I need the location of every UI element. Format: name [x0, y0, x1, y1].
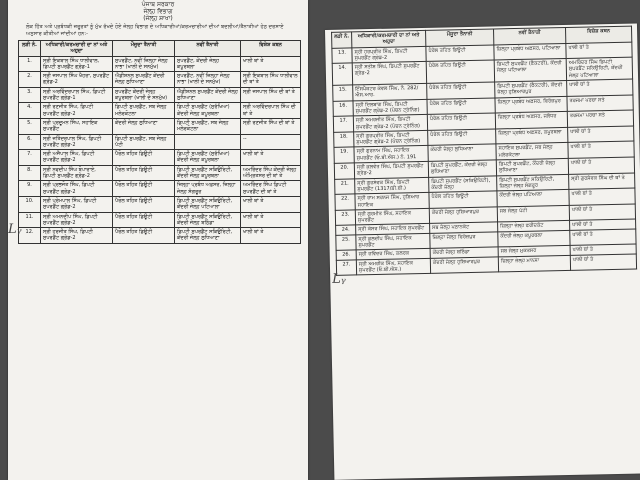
serial-cell: 1. — [19, 56, 41, 72]
page-header — [8, 0, 308, 22]
column-header: ਲੜੀ ਨੰ. — [19, 41, 41, 57]
current-posting-cell: ਕੇਂਦਰੀ ਜੇਲ੍ਹ ਲੁਧਿਆਣਾ — [113, 118, 175, 134]
current-posting-cell: ਪੈਰੋਲ ਤਹਿਤ ਡਿਊਟੀ — [427, 98, 495, 115]
new-posting-cell: ਜ਼ਿਲ੍ਹਾ ਜੇਲ੍ਹ ਮਾਨਸਾ — [498, 255, 570, 272]
remarks-cell: ਖਾਲੀ ਥਾਂ ਤੇ — [570, 229, 636, 246]
remarks-cell: ਖਾਲੀ ਥਾਂ ਤੇ — [241, 228, 301, 244]
serial-cell: 26. — [336, 250, 356, 260]
serial-cell: 11. — [19, 212, 41, 228]
new-posting-cell: ਐਡੀਸ਼ਨਲ ਸੁਪਰਡੈਂਟ ਕੇਂਦਰੀ ਜੇਲ੍ਹ ਲੁਧਿਆਣਾ — [175, 87, 241, 103]
remarks-cell: ਅਮਰਿੰਦਰ ਸਿੰਘ ਕੇਂਦਰੀ ਜੇਲ੍ਹ ਅੰਮ੍ਰਿਤਸਰ ਦੀ ਥਾਂ ਤੇ — [241, 165, 301, 181]
current-posting-cell: ਕੇਂਦਰੀ ਜੇਲ੍ਹ ਹੁਸ਼ਿਆਰਪੁਰ — [429, 207, 497, 224]
table-row — [19, 150, 301, 166]
handwritten-signature: Lᵧ — [8, 222, 22, 237]
serial-cell: 25. — [336, 235, 356, 251]
table-row — [19, 165, 301, 181]
column-header: ਮੌਜੂਦਾ ਤੈਨਾਤੀ — [113, 41, 175, 57]
serial-cell: 27. — [336, 260, 356, 276]
new-posting-cell: ਸਬ ਜੇਲ੍ਹ ਪੱਟੀ — [497, 205, 569, 222]
transfer-table-left — [18, 40, 301, 244]
remarks-cell: ਖਾਲੀ ਥਾਂ ਤੇ — [568, 126, 634, 143]
new-posting-cell: ਜ਼ਿਲ੍ਹਾ ਪ੍ਰਬੰਧ ਅਫ਼ਸਰ, ਜ਼ਿਲ੍ਹਾ ਜੇਲ੍ਹ ਸੰਗਰੂਰ — [175, 181, 241, 197]
new-posting-cell: ਡਿਪਟੀ ਸੁਪਰਡੈਂਟ ਸਕਿਉਰਿਟੀ, ਕੇਂਦਰੀ ਜੇਲ੍ਹ ਕਪੂਰਥਲਾ — [175, 165, 241, 181]
official-name-cell: ਸ੍ਰੀ ਰਣਜੀਤ ਸਿੰਘ, ਡਿਪਟੀ ਸੁਪਰਡੈਂਟ ਗ੍ਰੇਡ-2 — [41, 103, 113, 119]
current-posting-cell: ਡਿਪਟੀ ਸੁਪਰਡੈਂਟ, ਸਬ ਜੇਲ੍ਹ ਪੱਟੀ — [113, 134, 175, 150]
remarks-cell: ਖਾਲੀ ਥਾਂ ਤੇ — [569, 204, 635, 221]
column-header: ਵਿਸ਼ੇਸ਼ ਕਥਨ — [241, 41, 301, 57]
official-name-cell: ਸ੍ਰੀ ਕੇਸਰ ਸਿੰਘ, ਸਹਾਇਕ ਸੁਪਰਡੈਂਟ — [356, 224, 430, 235]
remarks-cell: ਖਾਲੀ ਥਾਂ ਤੇ — [568, 142, 634, 159]
remarks-cell: ਖਾਲੀ ਥਾਂ ਤੇ — [568, 157, 634, 174]
new-posting-cell: ਜ਼ਿਲ੍ਹਾ ਪ੍ਰਬੰਧ ਅਫ਼ਸਰ, ਜਲੰਧਰ — [495, 112, 567, 129]
serial-cell: 20. — [334, 163, 354, 179]
new-posting-cell: ਕੇਂਦਰੀ ਜੇਲ੍ਹ ਪਟਿਆਲਾ — [497, 190, 569, 207]
official-name-cell: ਸ੍ਰੀ ਪ੍ਰਭਜੋਤ ਸਿੰਘ, ਡਿਪਟੀ ਸੁਪਰਡੈਂਟ ਗ੍ਰੇਡ-2 — [41, 181, 113, 197]
table-row — [19, 181, 301, 197]
column-header: ਅਧਿਕਾਰੀ/ਕਰਮਚਾਰੀ ਦਾ ਨਾਂ ਅਤੇ ਅਹੁਦਾ — [352, 30, 426, 47]
serial-cell: 16. — [333, 101, 353, 117]
official-name-cell: ਸ੍ਰੀ ਰਵਿੰਦਰ ਸਿੰਘ, ਕਲਰਕ — [356, 249, 430, 260]
serial-cell: 8. — [19, 165, 41, 181]
table-row — [19, 134, 301, 150]
serial-cell: 13. — [332, 48, 352, 64]
table-row — [19, 72, 301, 88]
current-posting-cell: ਪੈਰੋਲ ਤਹਿਤ ਡਿਊਟੀ — [113, 196, 175, 212]
serial-cell: 18. — [334, 132, 354, 148]
new-posting-cell: ਡਿਪਟੀ ਸੁਪਰਡੈਂਟ ਸਕਿਉਰਿਟੀ, ਕੇਂਦਰੀ ਜੇਲ੍ਹ ਪਟਿਆਲਾ — [175, 196, 241, 212]
official-name-cell: ਸ੍ਰੀ ਗੁਰਸੇਵਕ ਸਿੰਘ, ਡਿਪਟੀ ਸੁਪਰਡੈਂਟ (1317/ਡੀ.ਬੀ.) — [355, 177, 429, 194]
serial-cell: 21. — [335, 179, 355, 195]
new-posting-cell: ਡਿਪਟੀ ਸੁਪਰਡੈਂਟ (ਸੁਰੱਖਿਆ) ਕੇਂਦਰੀ ਜੇਲ੍ਹ ਕਪੂਰਥਲਾ — [175, 103, 241, 119]
official-name-cell: ਸ੍ਰੀ ਹਰਜੀਤ ਸਿੰਘ, ਡਿਪਟੀ ਸੁਪਰਡੈਂਟ ਗ੍ਰੇਡ-2 — [41, 228, 113, 244]
new-posting-cell: ਜ਼ਿਲ੍ਹਾ ਪ੍ਰਬੰਧ ਅਫ਼ਸਰ, ਕਪੂਰਥਲਾ — [496, 127, 568, 144]
current-posting-cell: ਐਡੀਸ਼ਨਲ ਸੁਪਰਡੈਂਟ ਕੇਂਦਰੀ ਜੇਲ੍ਹ ਲੁਧਿਆਣਾ — [113, 72, 175, 88]
remarks-cell: ਸ੍ਰੀ ਰਣਜੀਤ ਸਿੰਘ ਦੀ ਥਾਂ ਤੇ — [241, 118, 301, 134]
intro-paragraph: ਲੋਕ ਹਿੱਤ ਅਤੇ ਪ੍ਰਬੰਧਕੀ ਜ਼ਰੂਰਤਾਂ ਨੂੰ ਮੁੱਖ ਰੱਖਦੇ ਹੋਏ ਜੇਲ੍ਹ ਵਿਭਾਗ ਦੇ ਅਧਿਕਾਰੀਆਂ/ਕਰਮਚਾਰੀਆਂ ਦੀਆਂ ਬਦਲੀਆਂ/ਤੈਨਾਤੀਆਂ ਹੇਠ ਦਰਸਾਏ ਅਨੁਸਾਰ ਕੀਤੀਆਂ ਜਾਂਦੀਆਂ ਹਨ:- — [26, 24, 284, 37]
table-row — [19, 196, 301, 212]
remarks-cell: ਅਮਰਿੰਦਰ ਸਿੰਘ ਡਿਪਟੀ ਸੁਪਰਡੈਂਟ ਸਕਿਉਰਿਟੀ, ਕੇਂਦਰੀ ਜੇਲ੍ਹ ਪਟਿਆਲਾ — [566, 57, 632, 80]
new-posting-cell: ਡਿਪਟੀ ਸੁਪਰਡੈਂਟ ਸਕਿਉਰਿਟੀ, ਜ਼ਿਲ੍ਹਾ ਜੇਲ੍ਹ ਸੰਗਰੂਰ — [497, 174, 569, 191]
new-posting-cell: ਡਿਪਟੀ ਸੁਪਰਡੈਂਟ, ਸਬ ਜੇਲ੍ਹ ਮਲੇਰਕੋਟਲਾ — [175, 118, 241, 134]
current-posting-cell: ਜ਼ਿਲ੍ਹਾ ਜੇਲ੍ਹ ਫਿਰੋਜ਼ਪੁਰ — [430, 232, 498, 249]
column-header: ਮੌਜੂਦਾ ਤੈਨਾਤੀ — [426, 29, 494, 46]
remarks-cell: ਖਾਲੀ ਥਾਂ ਤੇ — [241, 150, 301, 166]
new-posting-cell: ਸਬ ਜੇਲ੍ਹ ਮੁਕਤਸਰ — [498, 246, 570, 257]
official-name-cell: ਸ੍ਰੀ ਪ੍ਰਦੂਮਨ ਸਿੰਘ, ਸਹਾਇਕ ਸੁਪਰਡੈਂਟ — [41, 118, 113, 134]
table-row — [19, 56, 301, 72]
column-header: ਨਵੀਂ ਤੈਨਾਤੀ — [175, 41, 241, 57]
official-name-cell: ਸ੍ਰੀ ਗੁਰਮੀਤ ਸਿੰਘ, ਸਹਾਇਕ ਸੁਪਰਡੈਂਟ — [355, 208, 429, 225]
current-posting-cell: ਸੁਪਰਡੈਂਟ ਕੇਂਦਰੀ ਜੇਲ੍ਹ ਕਪੂਰਥਲਾ (ਖਾਲੀ ਦੇ ਸਨਮੁੱਖ) — [113, 87, 175, 103]
serial-cell: 23. — [335, 210, 355, 226]
current-posting-cell: ਡਿਪਟੀ ਸੁਪਰਡੈਂਟ, ਕੇਂਦਰੀ ਜੇਲ੍ਹ ਲੁਧਿਆਣਾ — [428, 160, 496, 177]
column-header: ਅਧਿਕਾਰੀ/ਕਰਮਚਾਰੀ ਦਾ ਨਾਂ ਅਤੇ ਅਹੁਦਾ — [41, 41, 113, 57]
serial-cell: 22. — [335, 194, 355, 210]
official-name-cell: ਸ੍ਰੀ ਅਰਵਿੰਦਰਪਾਲ ਸਿੰਘ, ਡਿਪਟੀ ਸੁਪਰਡੈਂਟ ਗ੍ਰੇਡ-1 — [41, 87, 113, 103]
new-posting-cell: ਡਿਪਟੀ ਸੁਪਰਡੈਂਟ (ਸੁਰੱਖਿਆ) ਕੇਂਦਰੀ ਜੇਲ੍ਹ ਕਪੂਰਥਲਾ — [175, 150, 241, 166]
remarks-cell: ਸ੍ਰੀ ਅਰਵਿੰਦਰਪਾਲ ਸਿੰਘ ਦੀ ਥਾਂ ਤੇ — [241, 103, 301, 119]
remarks-cell: ਖਾਲੀ ਥਾਂ ਤੇ — [566, 42, 632, 59]
serial-cell: 14. — [332, 63, 352, 85]
table-row — [19, 212, 301, 228]
current-posting-cell: ਕੇਂਦਰੀ ਜੇਲ੍ਹ ਹੁਸ਼ਿਆਰਪੁਰ — [430, 257, 498, 274]
new-posting-cell: ਡਿਪਟੀ ਸੁਪਰਡੈਂਟ (ਫੈਕਟਰੀ), ਕੇਂਦਰੀ ਜੇਲ੍ਹ ਪਟਿਆਲਾ — [494, 59, 566, 82]
official-name-cell: ਸ੍ਰੀ ਨਵਦੀਪ ਸਿੰਘ ਬੋਪਾਰਾਏ, ਡਿਪਟੀ ਸੁਪਰਡੈਂਟ ਗ੍ਰੇਡ-2 — [41, 165, 113, 181]
serial-cell: 5. — [19, 118, 41, 134]
official-name-cell: ਸ੍ਰੀ ਇਕਬਾਲ ਸਿੰਘ ਧਾਲੀਵਾਲ, ਡਿਪਟੀ ਸੁਪਰਡੈਂਟ ਗ੍ਰੇਡ-1 — [41, 56, 113, 72]
remarks-cell: ਖਾਲੀ ਥਾਂ ਤੇ — [241, 212, 301, 228]
current-posting-cell: ਪੈਰੋਲ ਤਹਿਤ ਡਿਊਟੀ — [427, 113, 495, 130]
official-name-cell: ਸ੍ਰੀ ਪ੍ਰੇਮਪਾਲ ਸਿੰਘ, ਡਿਪਟੀ ਸੁਪਰਡੈਂਟ ਗ੍ਰੇਡ-2 — [41, 196, 113, 212]
transfer-table-right — [331, 26, 637, 276]
official-name-cell: ਸ੍ਰੀ ਕੁਲਵੰਤ ਸਿੰਘ, ਡਿਪਟੀ ਸੁਪਰਡੈਂਟ ਗ੍ਰੇਡ-2 — [354, 161, 428, 178]
remarks-cell: ਖਾਲੀ ਥਾਂ ਤੇ — [570, 219, 636, 230]
remarks-cell: ਸ੍ਰੀ ਗੁਰਸੇਵਕ ਸਿੰਘ ਦੀ ਥਾਂ ਤੇ — [569, 173, 635, 190]
current-posting-cell: ਪੈਰੋਲ ਤਹਿਤ ਡਿਊਟੀ — [426, 45, 494, 62]
new-posting-cell: ਡਿਪਟੀ ਸੁਪਰਡੈਂਟ (ਫੈਕਟਰੀ), ਕੇਂਦਰੀ ਜੇਲ੍ਹ ਹੁਸ਼ਿਆਰਪੁਰ — [495, 81, 567, 98]
current-posting-cell: ਪੈਰੋਲ ਤਹਿਤ ਡਿਊਟੀ — [113, 165, 175, 181]
remarks-cell: ਤਰਜਮਾ ਪਰਚਾ ਸਤੇ — [567, 110, 633, 127]
current-posting-cell: ਕੇਂਦਰੀ ਜੇਲ੍ਹ ਲੁਧਿਆਣਾ — [428, 144, 496, 161]
current-posting-cell: ਸੁਪਰਡੈਂਟ, ਨਵੀਂ ਜ਼ਿਲ੍ਹਾ ਜੇਲ੍ਹ ਨਾਭਾ (ਖਾਲੀ ਦੇ ਸਨਮੁੱਖ) — [113, 56, 175, 72]
handwritten-signature-right: Lᵧ — [332, 271, 346, 287]
official-name-cell: ਇੰਸਪੈਕਟਰ ਕੇਵਲ ਸਿੰਘ, ਨੰ. 282/ਐਸ.ਆਰ. — [353, 83, 427, 100]
current-posting-cell: ਪੈਰੋਲ ਤਹਿਤ ਡਿਊਟੀ — [113, 228, 175, 244]
official-name-cell: ਸ੍ਰੀ ਜਤਿੰਦਰਪਾਲ ਸਿੰਘ, ਡਿਪਟੀ ਸੁਪਰਡੈਂਟ ਗ੍ਰੇਡ-2 — [41, 134, 113, 150]
new-posting-cell: ਜ਼ਿਲ੍ਹਾ ਜੇਲ੍ਹ ਫਰੀਦਕੋਟ — [498, 221, 570, 232]
new-posting-cell: ਸੁਪਰਡੈਂਟ, ਨਵੀਂ ਜ਼ਿਲ੍ਹਾ ਜੇਲ੍ਹ ਨਾਭਾ (ਖਾਲੀ ਦੇ ਸਨਮੁੱਖ) — [175, 72, 241, 88]
official-name-cell: ਸ੍ਰੀ ਗੁਰਨਾਮ ਸਿੰਘ, ਸਹਾਇਕ ਸੁਪਰਡੈਂਟ (ਓ.ਬੀ.ਐਸ.) ਨੰ. 191 — [354, 146, 428, 163]
serial-cell: 19. — [334, 147, 354, 163]
remarks-cell: ਖਾਲੀ ਥਾਂ ਤੇ — [241, 196, 301, 212]
new-posting-cell: ਸੁਪਰਡੈਂਟ, ਕੇਂਦਰੀ ਜੇਲ੍ਹ ਕਪੂਰਥਲਾ — [175, 56, 241, 72]
header-govt: ਪੰਜਾਬ ਸਰਕਾਰ — [141, 1, 175, 8]
new-posting-cell — [175, 134, 241, 150]
remarks-cell: ਤਰਜਮਾ ਪਰਚਾ ਸਤੇ — [567, 95, 633, 112]
new-posting-cell: ਕੇਂਦਰੀ ਜੇਲ੍ਹ ਕਪੂਰਥਲਾ — [498, 230, 570, 247]
official-name-cell: ਸ੍ਰੀ ਸਤੀਸ਼ ਸਿੰਘ, ਡਿਪਟੀ ਸੁਪਰਡੈਂਟ ਗ੍ਰੇਡ-2 — [352, 62, 426, 85]
current-posting-cell: ਸਬ ਜੇਲ੍ਹ ਪਠਾਨਕੋਟ — [430, 222, 498, 233]
new-posting-cell: ਡਿਪਟੀ ਸੁਪਰਡੈਂਟ ਸਕਿਉਰਿਟੀ, ਕੇਂਦਰੀ ਜੇਲ੍ਹ ਲੁਧਿਆਣਾ — [175, 228, 241, 244]
remarks-cell: ਖਾਲੀ ਥਾਂ ਤੇ — [567, 79, 633, 96]
new-posting-cell: ਜ਼ਿਲ੍ਹਾ ਪ੍ਰਬੰਧ ਅਫ਼ਸਰ, ਫਿਰੋਜ਼ਪੁਰ — [495, 96, 567, 113]
right-document-page — [325, 23, 640, 479]
current-posting-cell: ਪੈਰੋਲ ਤਹਿਤ ਡਿਊਟੀ — [113, 212, 175, 228]
serial-cell: 7. — [19, 150, 41, 166]
serial-cell: 3. — [19, 87, 41, 103]
current-posting-cell: ਪੈਰੋਲ ਤਹਿਤ ਡਿਊਟੀ — [428, 129, 496, 146]
remarks-cell: ਖਾਲੀ ਥਾਂ ਤੇ — [569, 188, 635, 205]
remarks-cell: ਖਾਲੀ ਥਾਂ ਤੇ — [570, 254, 636, 271]
header-branch: (ਜੇਲ੍ਹ ਸ਼ਾਖਾ) — [143, 15, 173, 22]
current-posting-cell: ਡਿਪਟੀ ਸੁਪਰਡੈਂਟ (ਸਕਿਉਰਿਟੀ), ਕੇਂਦਰੀ ਜੇਲ੍ਹ — [429, 176, 497, 193]
table-row — [19, 228, 301, 244]
table-row — [19, 118, 301, 134]
remarks-cell: ਅਮਰਿੰਦਰ ਸਿੰਘ ਡਿਪਟੀ ਸੁਪਰਡੈਂਟ ਦੀ ਥਾਂ ਤੇ — [241, 181, 301, 197]
current-posting-cell: ਪੈਰੋਲ ਤਹਿਤ ਡਿਊਟੀ — [426, 60, 494, 83]
serial-cell: 6. — [19, 134, 41, 150]
column-header: ਨਵੀਂ ਤੈਨਾਤੀ — [494, 27, 566, 44]
remarks-cell: ਸ੍ਰੀ ਇਕਬਾਲ ਸਿੰਘ ਧਾਲੀਵਾਲ ਦੀ ਥਾਂ ਤੇ — [241, 72, 301, 88]
official-name-cell: ਸ੍ਰੀ ਅਮਨਦੀਪ ਸਿੰਘ, ਡਿਪਟੀ ਸੁਪਰਡੈਂਟ ਗ੍ਰੇਡ-2 — [41, 212, 113, 228]
official-name-cell: ਸ੍ਰੀ ਅਮਰਜੀਤ ਸਿੰਘ, ਡਿਪਟੀ ਸੁਪਰਡੈਂਟ ਗ੍ਰੇਡ-2 (ਪੰਚਨ ਟ੍ਰੇਨਿੰਗ) — [353, 115, 427, 132]
official-name-cell: ਸ੍ਰੀ ਦਿਲਬਾਗ ਸਿੰਘ, ਡਿਪਟੀ ਸੁਪਰਡੈਂਟ ਗ੍ਰੇਡ-2 (ਪੰਚਨ ਟ੍ਰੇਨਿੰਗ) — [353, 99, 427, 116]
current-posting-cell: ਡਿਪਟੀ ਸੁਪਰਡੈਂਟ, ਸਬ ਜੇਲ੍ਹ ਮਲੇਰਕੋਟਲਾ — [113, 103, 175, 119]
serial-cell: 24. — [336, 225, 356, 235]
serial-cell: 2. — [19, 72, 41, 88]
new-posting-cell: ਡਿਪਟੀ ਸੁਪਰਡੈਂਟ ਸਕਿਉਰਿਟੀ, ਕੇਂਦਰੀ ਜੇਲ੍ਹ ਬਠਿੰਡਾ — [175, 212, 241, 228]
remarks-cell: ਖਾਲੀ ਥਾਂ ਤੇ — [570, 244, 636, 255]
current-posting-cell: ਪੈਰੋਲ ਤਹਿਤ ਡਿਊਟੀ — [429, 191, 497, 208]
official-name-cell: ਸ੍ਰੀ ਜਸਪਾਲ ਸਿੰਘ ਖੈਹਰਾ, ਸੁਪਰਡੈਂਟ ਗ੍ਰੇਡ-2 — [41, 72, 113, 88]
remarks-cell: -- — [241, 134, 301, 150]
new-posting-cell: ਜ਼ਿਲ੍ਹਾ ਪ੍ਰਬੰਧ ਅਫ਼ਸਰ, ਪਟਿਆਲਾ — [494, 43, 566, 60]
serial-cell: 17. — [333, 116, 353, 132]
official-name-cell: ਸ੍ਰੀ ਰਾਮ ਸਰਨਜ ਸਿੰਘ, ਹੁਸ਼ਿਆਰ ਸਹਾਇਕ — [355, 193, 429, 210]
new-posting-cell: ਡਿਪਟੀ ਸੁਪਰਡੈਂਟ, ਕੇਂਦਰੀ ਜੇਲ੍ਹ ਲੁਧਿਆਣਾ — [496, 158, 568, 175]
official-name-cell: ਸ੍ਰੀ ਅਮਰੀਕ ਸਿੰਘ, ਸਹਾਇਕ ਸੁਪਰਡੈਂਟ (ਓ.ਬੀ.ਐਸ.) — [356, 258, 430, 275]
new-posting-cell: ਸਹਾਇਕ ਸੁਪਰਡੈਂਟ, ਸਬ ਜੇਲ੍ਹ ਮਲੇਰਕੋਟਲਾ — [496, 143, 568, 160]
remarks-cell: ਖਾਲੀ ਥਾਂ ਤੇ — [241, 56, 301, 72]
table-row — [19, 87, 301, 103]
official-name-cell: ਸ੍ਰੀ ਹਰਪ੍ਰੀਤ ਸਿੰਘ, ਡਿਪਟੀ ਸੁਪਰਡੈਂਟ ਗ੍ਰੇਡ-2 — [352, 46, 426, 63]
serial-cell: 4. — [19, 103, 41, 119]
serial-cell: 15. — [333, 85, 353, 101]
current-posting-cell: ਪੈਰੋਲ ਤਹਿਤ ਡਿਊਟੀ — [113, 181, 175, 197]
table-row — [19, 103, 301, 119]
official-name-cell: ਸ੍ਰੀ ਗੁਰਪ੍ਰੀਤ ਸਿੰਘ, ਡਿਪਟੀ ਸੁਪਰਡੈਂਟ ਗ੍ਰੇਡ-2 (ਪੰਚਨ ਟ੍ਰੇਨਿੰਗ) — [354, 130, 428, 147]
current-posting-cell: ਪੈਰੋਲ ਤਹਿਤ ਡਿਊਟੀ — [113, 150, 175, 166]
current-posting-cell: ਕੇਂਦਰੀ ਜੇਲ੍ਹ ਬਠਿੰਡਾ — [430, 247, 498, 258]
column-header: ਲੜੀ ਨੰ. — [332, 32, 352, 48]
left-document-page — [8, 0, 308, 480]
serial-cell: 10. — [19, 196, 41, 212]
column-header: ਵਿਸ਼ੇਸ਼ ਕਥਨ — [565, 26, 631, 43]
serial-cell: 12. — [19, 228, 41, 244]
header-department: ਜੇਲ੍ਹ ਵਿਭਾਗ — [143, 8, 173, 15]
official-name-cell: ਸ੍ਰੀ ਅਜੈਪਾਲ ਸਿੰਘ, ਡਿਪਟੀ ਸੁਪਰਡੈਂਟ ਗ੍ਰੇਡ-2 — [41, 150, 113, 166]
current-posting-cell: ਪੈਰੋਲ ਤਹਿਤ ਡਿਊਟੀ — [427, 82, 495, 99]
official-name-cell: ਸ੍ਰੀ ਕੁਲਦੀਪ ਸਿੰਘ, ਸਹਾਇਕ ਸੁਪਰਡੈਂਟ — [356, 233, 430, 250]
remarks-cell: ਸ੍ਰੀ ਜਸਪਾਲ ਸਿੰਘ ਦੀ ਥਾਂ ਤੇ — [241, 87, 301, 103]
serial-cell: 9. — [19, 181, 41, 197]
